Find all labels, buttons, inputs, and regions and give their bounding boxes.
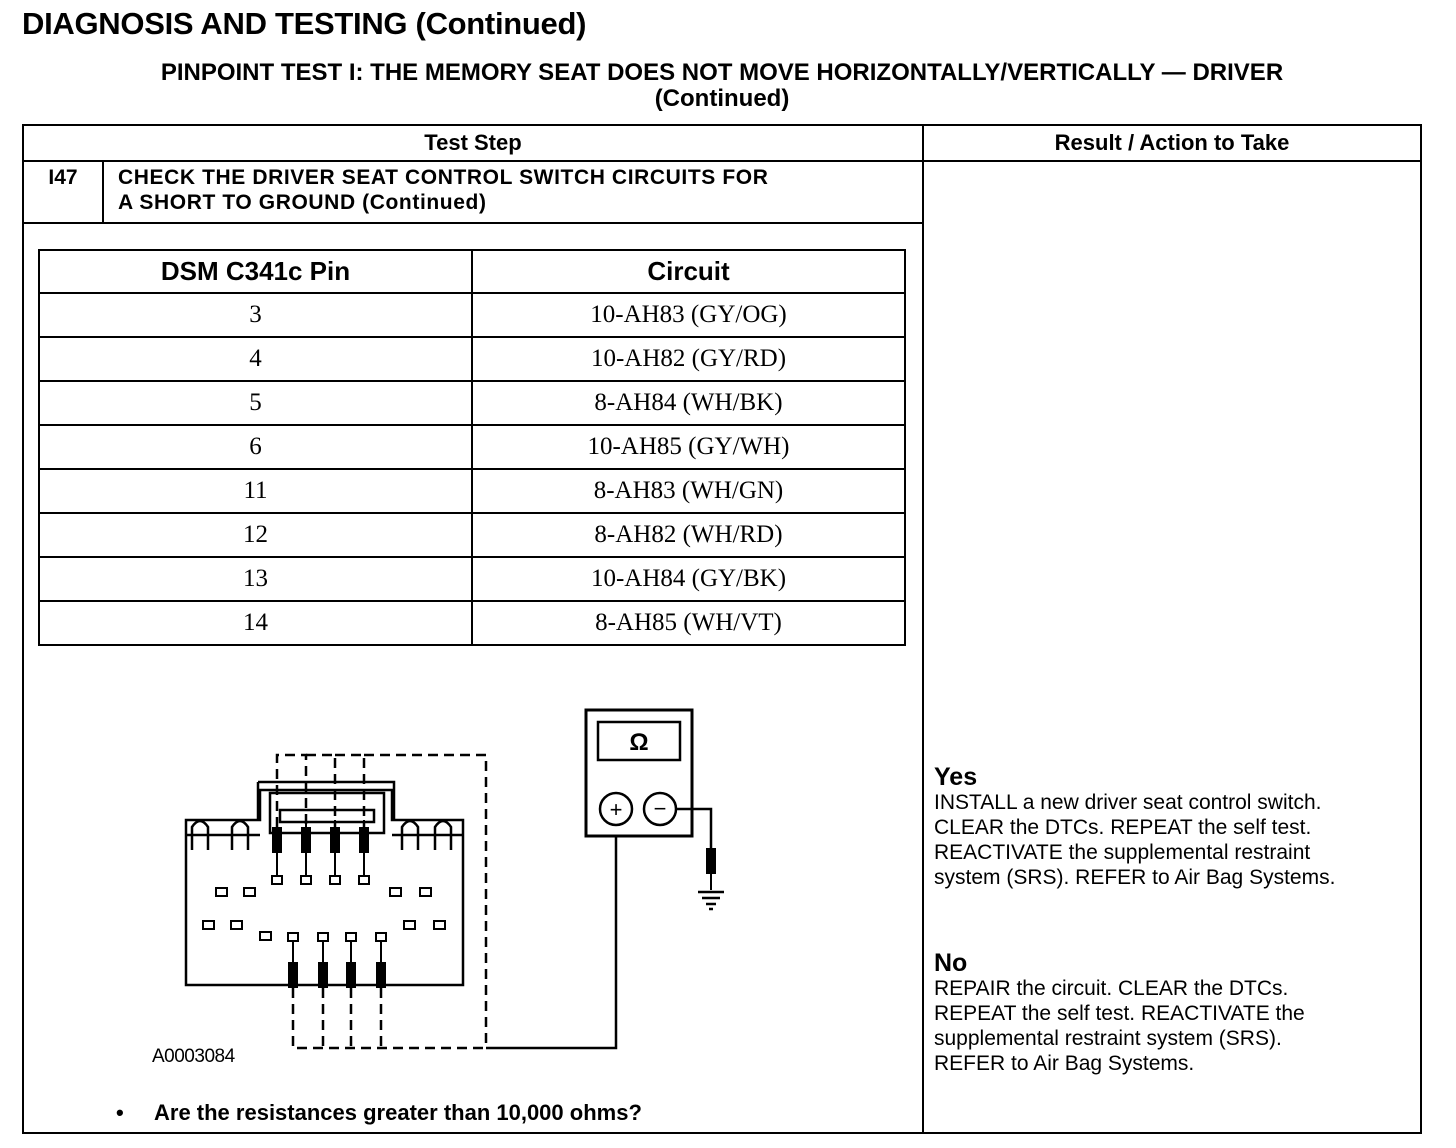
circuit-cell: 8-AH85 (WH/VT)	[472, 601, 905, 645]
step-title-line-1: CHECK THE DRIVER SEAT CONTROL SWITCH CIRCUITS FOR	[118, 166, 769, 189]
no-label: No	[934, 949, 968, 977]
table-row	[39, 513, 905, 557]
yes-action-line: INSTALL a new driver seat control switch.	[934, 791, 1322, 814]
step-number: I47	[24, 160, 104, 222]
result-no	[934, 950, 1424, 1076]
table-row	[39, 469, 905, 513]
pin-cell: 14	[39, 601, 472, 645]
yes-label: Yes	[934, 763, 978, 791]
pin-circuit-table	[38, 249, 906, 646]
figure-code: A0003084	[152, 1046, 235, 1067]
circuit-cell: 8-AH82 (WH/RD)	[472, 513, 905, 557]
pin-cell: 3	[39, 293, 472, 337]
circuit-cell: 10-AH84 (GY/BK)	[472, 557, 905, 601]
table-row	[39, 425, 905, 469]
circuit-cell: 10-AH83 (GY/OG)	[472, 293, 905, 337]
connector-ohmmeter-diagram	[140, 700, 760, 1060]
upper-pin-probes	[272, 820, 369, 884]
yes-action-line: CLEAR the DTCs. REPEAT the self test.	[934, 816, 1312, 839]
pinpoint-test-title	[22, 60, 1422, 112]
bullet: •	[116, 1100, 124, 1125]
no-action-line: supplemental restraint system (SRS).	[934, 1027, 1282, 1050]
pin-cell: 4	[39, 337, 472, 381]
pin-cell: 12	[39, 513, 472, 557]
step-row	[24, 160, 922, 224]
circuit-cell: 8-AH83 (WH/GN)	[472, 469, 905, 513]
dashed-jumper-wires	[277, 755, 486, 1048]
lower-pin-probes	[288, 933, 386, 988]
no-action-line: REPAIR the circuit. CLEAR the DTCs.	[934, 977, 1289, 1000]
pin-table-header-row	[39, 250, 905, 293]
table-row	[39, 557, 905, 601]
result-action-header: Result / Action to Take	[1054, 130, 1290, 155]
test-question	[116, 1100, 642, 1126]
column-divider	[922, 126, 924, 1132]
result-yes	[934, 764, 1424, 890]
yes-action-line: system (SRS). REFER to Air Bag Systems.	[934, 866, 1336, 889]
circuit-cell: 10-AH85 (GY/WH)	[472, 425, 905, 469]
pin-cell: 13	[39, 557, 472, 601]
no-action-line: REPEAT the self test. REACTIVATE the	[934, 1002, 1305, 1025]
pin-cell: 6	[39, 425, 472, 469]
test-step-header: Test Step	[424, 130, 522, 155]
yes-action-line: REACTIVATE the supplemental restraint	[934, 841, 1311, 864]
table-row	[39, 601, 905, 645]
circuit-cell: 10-AH82 (GY/RD)	[472, 337, 905, 381]
circuit-cell: 8-AH84 (WH/BK)	[472, 381, 905, 425]
question-text: Are the resistances greater than 10,000 ohms?	[154, 1100, 642, 1125]
test-title-line-1: PINPOINT TEST I: THE MEMORY SEAT DOES NOT MOVE HORIZONTALLY/VERTICALLY — DRIVER	[160, 59, 1284, 86]
ground-icon	[698, 892, 724, 909]
step-title	[118, 165, 908, 215]
pin-cell: 11	[39, 469, 472, 513]
table-row	[39, 337, 905, 381]
pin-cell: 5	[39, 381, 472, 425]
minus-sign: −	[653, 796, 667, 821]
pin-column-header: DSM C341c Pin	[39, 250, 472, 293]
page-title: DIAGNOSIS AND TESTING (Continued)	[22, 6, 587, 41]
plus-sign: +	[609, 797, 623, 822]
positive-test-lead	[486, 826, 616, 1048]
table-header-row	[24, 126, 1420, 162]
circuit-column-header: Circuit	[472, 250, 905, 293]
step-title-line-2: A SHORT TO GROUND (Continued)	[118, 191, 487, 214]
table-row	[39, 293, 905, 337]
ohm-symbol: Ω	[629, 729, 649, 756]
table-row	[39, 381, 905, 425]
no-action-line: REFER to Air Bag Systems.	[934, 1052, 1195, 1075]
test-title-line-2: (Continued)	[654, 85, 790, 112]
ohmmeter	[586, 710, 692, 836]
